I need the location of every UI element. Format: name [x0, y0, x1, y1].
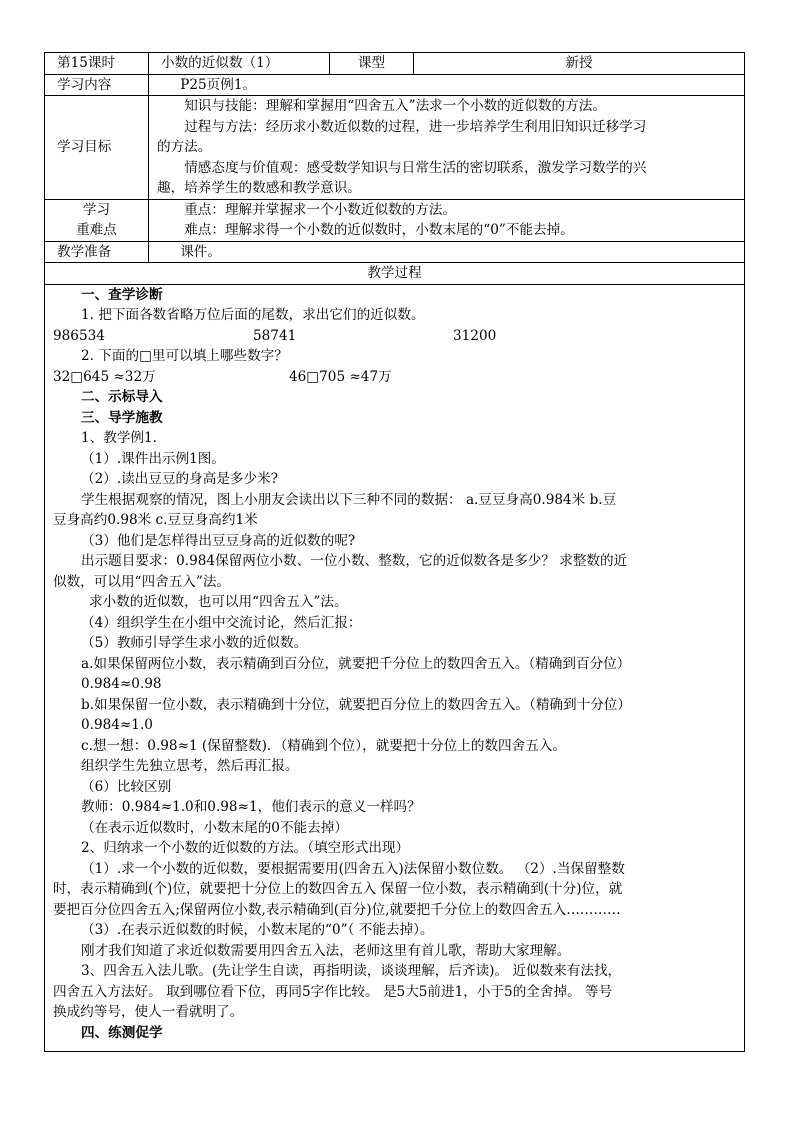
lesson-type-label: 课型 [330, 53, 414, 75]
line-21: 2、归纳求一个小数的近似数的方法。（填空形式出现） [81, 840, 410, 856]
prep-value: 课件。 [149, 241, 745, 263]
line-18: （6）比较区别 [81, 778, 172, 795]
number-2: 58741 [253, 327, 297, 344]
content-value: P25页例1。 [149, 74, 745, 96]
keypoints-label [45, 199, 149, 241]
estimate-list [53, 367, 740, 388]
number-3: 31200 [453, 327, 497, 344]
line-2: （1）.课件出示例1图。 [81, 450, 225, 467]
line-14: b.如果保留一位小数，表示精确到十分位，就要把百分位上的数四舍五入。（精确到十分位） [81, 696, 631, 713]
line-16: c.想一想：0.98≈1 (保留整数)．（精确到个位），就要把十分位上的数四舍五入。 [81, 737, 566, 754]
number-list [53, 326, 740, 347]
section-diagnose: 一、查学诊断 [81, 286, 163, 303]
question-2: 2. 下面的□里可以填上哪些数字？ [81, 348, 288, 364]
goal-process-cont: 的方法。 [157, 139, 212, 155]
line-24: 要把百分位四舍五入;保留两位小数,表示精确到(百分)位,就要把千分位上的数四舍五入………… [53, 901, 621, 918]
goal-process: 过程与方法：经历求小数近似数的过程，进一步培养学生利用旧知识迁移学习 [184, 118, 647, 135]
content-row [45, 74, 745, 96]
line-13: 0.984≈0.98 [81, 676, 162, 692]
line-17: 组织学生先独立思考，然后再汇报。 [81, 758, 299, 774]
process-body [45, 284, 745, 1051]
estimate-1: 32□645 ≈32万 [53, 368, 156, 385]
line-5: 豆身高约0.98米 c.豆豆身高约1米 [53, 512, 258, 528]
lesson-type-value: 新授 [414, 53, 745, 75]
prep-row [45, 241, 745, 263]
lesson-plan-sheet [44, 52, 744, 1052]
line-23: 时，表示精确到(个)位，就要把十分位上的数四舍五入 保留一位小数，表示精确到(十分)位，就 [53, 881, 623, 897]
line-7: 出示题目要求：0.984保留两位小数、一位小数、整数，它的近似数各是多少？ 求整数的近 [81, 553, 628, 569]
section-teach: 三、导学施教 [81, 409, 163, 426]
line-11: （5）教师引导学生求小数的近似数。 [81, 635, 308, 651]
keypoints-text [149, 199, 745, 241]
process-title: 教学过程 [45, 263, 745, 285]
goals-row [45, 96, 745, 200]
header-row [45, 53, 745, 75]
estimate-2: 46□705 ≈47万 [289, 368, 392, 385]
goals-text [149, 96, 745, 200]
line-3: （2）.读出豆豆的身高是多少米? [81, 471, 278, 487]
line-29: 换成约等号，使人一看就明了。 [53, 1004, 244, 1020]
goal-emotion-cont: 趣，培养学生的数感和教学意识。 [157, 180, 361, 196]
prep-label: 教学准备 [45, 241, 149, 263]
line-19: 教师：0.984≈1.0和0.98≈1，他们表示的意义一样吗？ [81, 799, 421, 815]
line-1: 1、教学例1. [81, 430, 157, 446]
keypoints-label-line1: 学习 [82, 201, 111, 218]
process-title-row [45, 263, 745, 285]
goals-label: 学习目标 [45, 96, 149, 200]
section-intro: 二、示标导入 [81, 389, 163, 405]
goal-emotion: 情感态度与价值观：感受数学知识与日常生活的密切联系，激发学习数学的兴 [184, 159, 647, 176]
line-22: （1）.求一个小数的近似数，要根据需要用(四舍五入)法保留小数位数。 （2）.当保留整数 [81, 860, 625, 877]
line-27: 3、四舍五入法儿歌。(先让学生自读，再指明读，谈谈理解，后齐读)。 近似数来有法找， [81, 963, 622, 979]
line-28: 四舍五入方法好。 取到哪位看下位，再同5字作比较。 是5大5前进1，小于5的全舍掉。 等号 [53, 983, 613, 1000]
keypoints-label-line2: 重难点 [76, 222, 117, 238]
number-1: 986534 [53, 327, 105, 344]
line-8: 似数，可以用“四舍五入”法。 [53, 573, 231, 590]
line-4: 学生根据观察的情况，图上小朋友会读出以下三种不同的数据： a.豆豆身高0.984米 b.豆 [81, 491, 617, 508]
lesson-title: 小数的近似数（1） [149, 53, 330, 75]
section-practice: 四、练测促学 [81, 1024, 163, 1041]
process-body-row [45, 284, 745, 1051]
keypoints-row [45, 199, 745, 241]
line-25: （3）.在表示近似数的时候，小数末尾的“0”（ 不能去掉）。 [81, 922, 434, 938]
line-10: （4）组织学生在小组中交流讨论，然后汇报： [81, 614, 362, 631]
line-12: a.如果保留两位小数，表示精确到百分位，就要把千分位上的数四舍五入。（精确到百分位） [81, 655, 631, 672]
content-label: 学习内容 [45, 74, 149, 96]
lesson-plan-table [44, 52, 745, 1052]
line-26: 刚才我们知道了求近似数需要用四舍五入法，老师这里有首儿歌，帮助大家理解。 [81, 942, 571, 959]
question-1: 1. 把下面各数省略万位后面的尾数，求出它们的近似数。 [81, 307, 425, 323]
line-15: 0.984≈1.0 [81, 717, 153, 733]
line-20: （在表示近似数时，小数末尾的0不能去掉） [81, 819, 348, 836]
lesson-number: 第15课时 [45, 53, 149, 75]
line-6: （3）他们是怎样得出豆豆身高的近似数的呢? [81, 532, 356, 549]
key-point: 重点：理解并掌握求一个小数近似数的方法。 [184, 201, 457, 218]
goal-knowledge: 知识与技能：理解和掌握用“四舍五入”法求一个小数的近似数的方法。 [184, 98, 606, 114]
line-9: 求小数的近似数，也可以用“四舍五入”法。 [89, 594, 348, 610]
hard-point: 难点：理解求得一个小数的近似数时，小数末尾的“0”不能去掉。 [184, 222, 574, 238]
